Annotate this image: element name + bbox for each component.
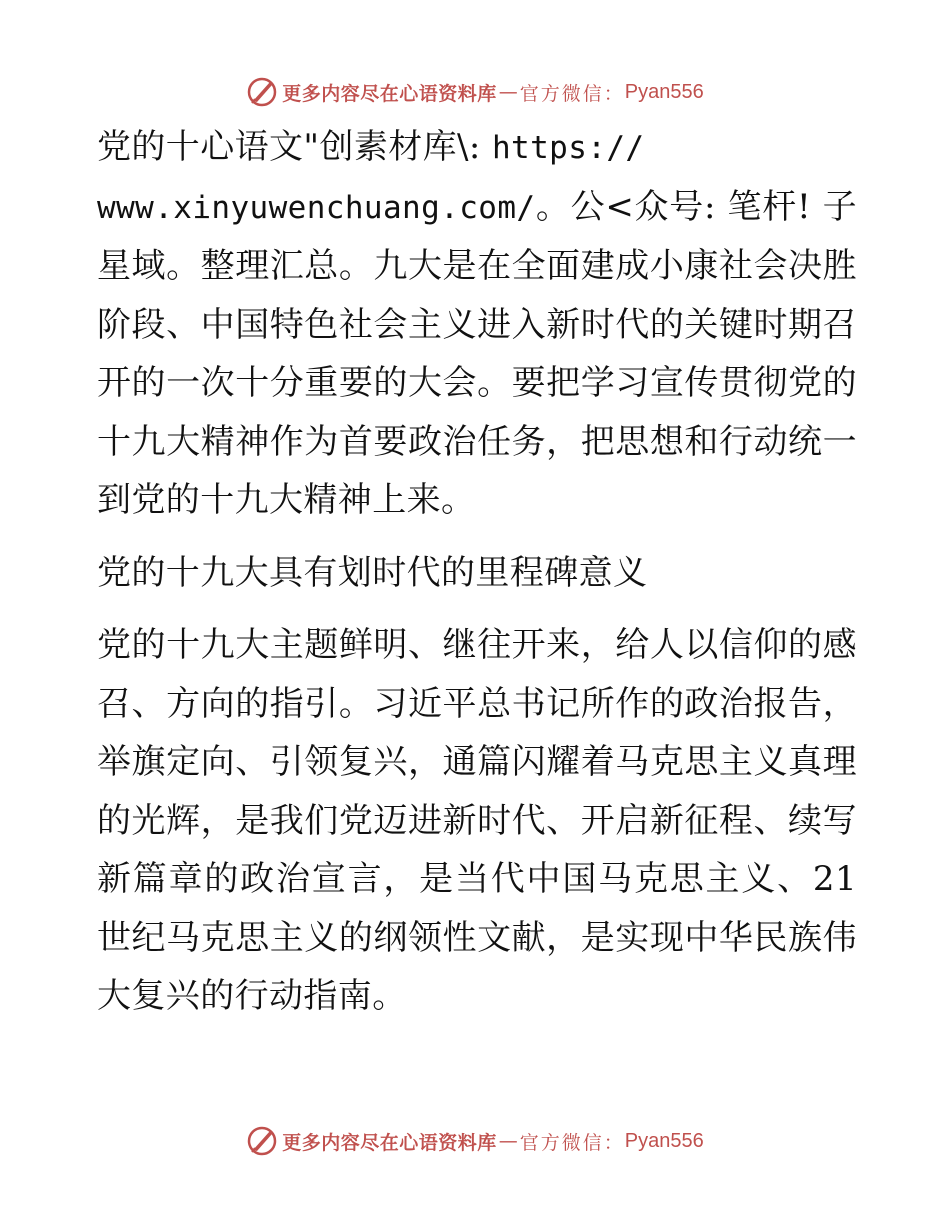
footer-banner-separator: —: [498, 1130, 518, 1152]
body-text: 党的十九大主题鲜明、继往开来，给人以信仰的感召、方向的指引。习近平总书记所作的政治报告，举旗定向、引领复兴，通篇闪耀着马克思主义真理的光辉，是我们党迈进新时代、开启新征程、续写新篇章的政治宣言，是当代中国马克思主义、21世纪马克思主义的纲领性文献，是实现中华民族伟大复兴的行动指南。: [97, 625, 857, 1016]
paragraph-intro: [97, 118, 857, 530]
footer-banner: [0, 1121, 950, 1161]
paragraph-body: [97, 616, 857, 1026]
heading-text: 党的十九大具有划时代的里程碑意义: [97, 552, 648, 593]
header-banner: [0, 72, 950, 112]
banner-separator: —: [498, 81, 518, 103]
intro-text-c: 。公<众号: 笔杆! 子星域。整理汇总。九大是在全面建成小康社会决胜阶段、中国特色社会主义进入新时代的关键时期召开的一次十分重要的大会。要把学习宣传贯彻党的十九大精神作为首要政治任务，把思想和行动统一到党的十九大精神上来。: [97, 186, 857, 520]
quill-seal-icon: [246, 1125, 278, 1157]
footer-banner-text: 更多内容尽在心语资料库: [282, 1131, 497, 1154]
footer-wechat-label: 官方微信：: [519, 1131, 625, 1154]
section-heading: [97, 544, 857, 603]
intro-url-part-2: www.xinyuwenchuang.com/: [97, 189, 536, 226]
footer-wechat-id: Pyan556: [624, 1129, 704, 1152]
banner-wechat-label: 官方微信：: [519, 82, 625, 105]
banner-text: 更多内容尽在心语资料库: [282, 82, 497, 105]
banner-wechat-id: Pyan556: [624, 80, 704, 103]
intro-url-part-1: https://: [491, 130, 645, 166]
document-body: [97, 118, 857, 1026]
intro-text-a: 党的十心语文"创素材库\:: [97, 127, 492, 167]
quill-seal-icon: [246, 76, 278, 108]
